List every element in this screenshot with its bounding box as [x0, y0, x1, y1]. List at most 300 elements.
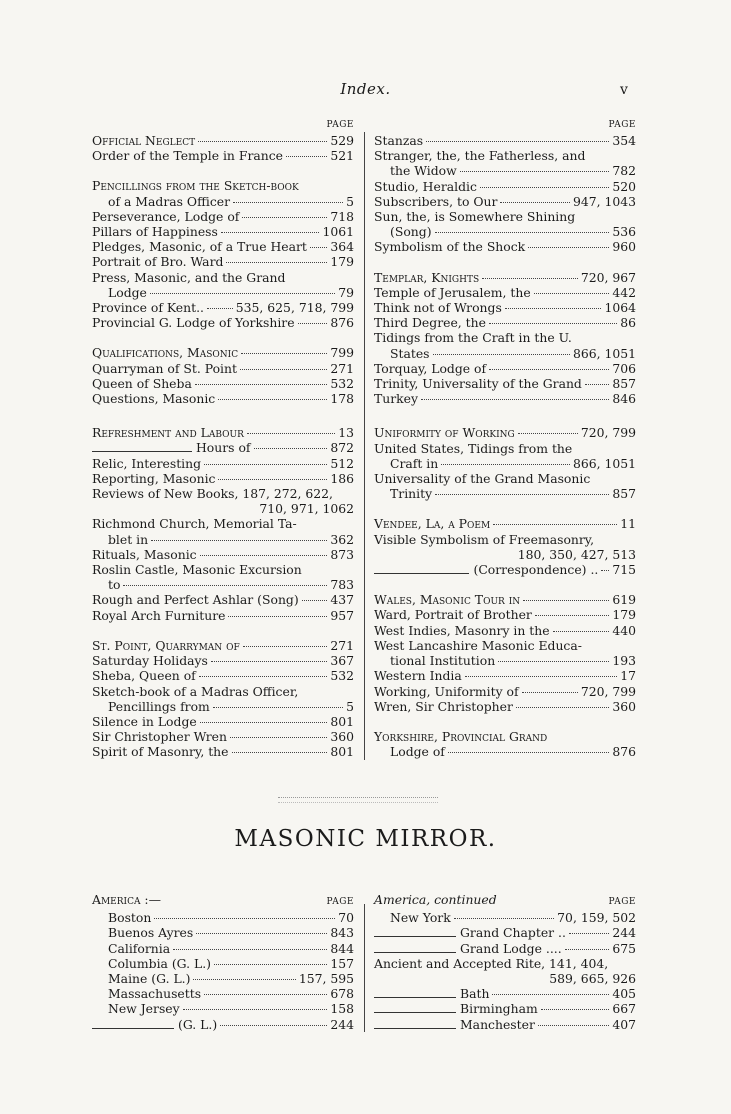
- index-list-right: [374, 133, 636, 759]
- entry-title: Refreshment and Labour: [92, 425, 244, 441]
- index-entry: [374, 941, 636, 956]
- leader-dots: [448, 751, 609, 753]
- entry-title: Working, Uniformity of: [374, 683, 519, 699]
- leader-dots: [538, 1024, 609, 1026]
- entry-pages: 957: [330, 607, 354, 623]
- page-number: v: [620, 82, 628, 98]
- index-entry-line: Universality of the Grand Masonic: [374, 471, 591, 487]
- leader-dots: [230, 736, 327, 738]
- entry-pages: 17: [620, 668, 636, 684]
- leader-dots: [243, 645, 328, 647]
- entry-pages: 271: [330, 360, 354, 376]
- entry-spacer: [92, 163, 354, 178]
- entry-title: tional Institution: [390, 653, 496, 669]
- entry-title: Sir Christopher Wren: [92, 729, 227, 745]
- entry-pages: 799: [330, 345, 354, 361]
- index-entry: [92, 1001, 354, 1016]
- mirror-head-right: [374, 892, 636, 910]
- entry-pages: 872: [330, 440, 354, 456]
- leader-dots: [465, 675, 617, 677]
- leader-dots: [254, 447, 328, 449]
- leader-dots: [183, 1008, 328, 1010]
- leader-dots: [493, 523, 617, 525]
- entry-pages: 13: [338, 425, 354, 441]
- entry-pages: 360: [612, 698, 636, 714]
- entry-pages: 532: [330, 668, 354, 684]
- leader-dots: [200, 721, 328, 723]
- index-entry: [374, 986, 636, 1001]
- entry-pages: 589, 665, 926: [549, 971, 636, 987]
- entry-title: Quarryman of St. Point: [92, 360, 237, 376]
- entry-pages: 157, 595: [298, 971, 354, 987]
- entry-title: Turkey: [374, 391, 419, 407]
- leader-dots: [433, 353, 570, 355]
- entry-pages: 186: [330, 470, 354, 486]
- index-columns: [92, 120, 636, 760]
- leader-dots: [195, 383, 328, 385]
- entry-title: Ward, Portrait of Brother: [374, 607, 532, 623]
- leader-dots: [435, 231, 610, 233]
- entry-pages: 521: [330, 148, 354, 164]
- leader-dots: [204, 993, 327, 995]
- index-entry: [374, 1017, 636, 1032]
- entry-title: Order of the Temple in France: [92, 148, 284, 164]
- index-entry: [92, 254, 354, 269]
- index-entry: [374, 699, 636, 714]
- entry-pages: 407: [612, 1016, 636, 1032]
- index-entry: [374, 486, 636, 501]
- entry-title: (Correspondence) ..: [473, 562, 599, 578]
- entry-title: Saturday Holidays: [92, 653, 208, 669]
- entry-spacer: [92, 330, 354, 345]
- entry-pages: 678: [330, 986, 354, 1002]
- entry-pages: 360: [330, 729, 354, 745]
- entry-title: Western India: [374, 668, 462, 684]
- entry-pages: 857: [612, 486, 636, 502]
- index-entry: [92, 910, 354, 925]
- entry-pages: 1061: [322, 224, 354, 240]
- entry-pages: 675: [612, 940, 636, 956]
- entry-pages: 440: [612, 622, 636, 638]
- index-entry: [374, 179, 636, 194]
- entry-spacer: [374, 501, 636, 516]
- index-entry-line: Yorkshire, Provincial Grand: [374, 728, 548, 744]
- index-entry-line: Press, Masonic, and the Grand: [92, 269, 286, 285]
- leader-dots: [585, 383, 609, 385]
- entry-pages: 70: [338, 910, 354, 926]
- entry-title: Vendee, La, a Poem: [374, 516, 491, 532]
- entry-spacer: [374, 255, 636, 270]
- index-entry: [92, 315, 354, 330]
- entry-title: Pencillings from: [108, 698, 210, 714]
- leader-dots: [218, 398, 327, 400]
- entry-title: Royal Arch Furniture: [92, 607, 226, 623]
- index-entry-pages: [374, 547, 636, 562]
- leader-dots: [310, 246, 327, 248]
- index-column-left: [92, 120, 354, 760]
- entry-title: Wales, Masonic Tour in: [374, 592, 521, 608]
- leader-dots: [211, 660, 327, 662]
- index-entry: [374, 653, 636, 668]
- entry-pages: 844: [330, 940, 354, 956]
- index-entry-line: Ancient and Accepted Rite, 141, 404,: [374, 955, 609, 971]
- index-entry: [374, 425, 636, 440]
- entry-pages: 718: [330, 208, 354, 224]
- leader-dots: [199, 675, 328, 677]
- index-entry: [374, 346, 636, 361]
- entry-pages: 437: [330, 592, 354, 608]
- entry-title: Pillars of Happiness: [92, 224, 218, 240]
- leader-dots: [173, 948, 327, 950]
- leader-dots: [534, 292, 610, 294]
- leader-dots: [241, 352, 327, 354]
- entry-pages: 193: [612, 653, 636, 669]
- entry-title: Buenos Ayres: [108, 925, 194, 941]
- leader-dots: [500, 201, 569, 203]
- index-entry: [92, 361, 354, 376]
- leader-dots: [213, 706, 343, 708]
- entry-pages: 535, 625, 718, 799: [235, 300, 354, 316]
- index-entry: [374, 516, 636, 531]
- leader-dots: [214, 963, 327, 965]
- mirror-heading: America :—: [92, 892, 161, 907]
- entry-pages: 179: [330, 254, 354, 270]
- leader-dots: [569, 932, 609, 934]
- index-entry: [374, 592, 636, 607]
- index-entry: [92, 577, 354, 592]
- entry-pages: 857: [612, 376, 636, 392]
- index-entry: [374, 239, 636, 254]
- entry-pages: 86: [620, 315, 636, 331]
- index-entry: [374, 1001, 636, 1016]
- index-entry: [92, 592, 354, 607]
- column-rule: [364, 132, 365, 760]
- leader-dots: [242, 216, 327, 218]
- leader-dots: [240, 368, 327, 370]
- entry-pages: 720, 799: [580, 683, 636, 699]
- entry-title: Queen of Sheba: [92, 375, 192, 391]
- mirror-list-right: [374, 910, 636, 1032]
- entry-title: Massachusetts: [108, 986, 202, 1002]
- index-entry: [92, 744, 354, 759]
- entry-pages: 710, 971, 1062: [259, 501, 354, 517]
- index-entry: [374, 607, 636, 622]
- entry-spacer: [92, 406, 354, 425]
- entry-pages: 876: [330, 315, 354, 331]
- running-title: Index.: [340, 80, 391, 98]
- entry-title: Rituals, Masonic: [92, 546, 197, 562]
- index-entry: [92, 209, 354, 224]
- index-entry: [92, 986, 354, 1001]
- entry-title: Symbolism of the Shock: [374, 239, 526, 255]
- entry-pages: 843: [330, 925, 354, 941]
- entry-title: Provincial G. Lodge of Yorkshire: [92, 315, 295, 331]
- entry-title: Hours of: [196, 440, 251, 456]
- index-entry-line: Sun, the, is Somewhere Shining: [374, 209, 576, 225]
- index-entry: [374, 925, 636, 940]
- entry-pages: 715: [612, 562, 636, 578]
- ditto-rule: [374, 997, 456, 998]
- index-entry-line: Sketch-book of a Madras Officer,: [92, 683, 299, 699]
- leader-dots: [489, 368, 609, 370]
- index-entry: [92, 391, 354, 406]
- entry-pages: 79: [338, 284, 354, 300]
- index-column-right: [374, 120, 636, 760]
- entry-title: Templar, Knights: [374, 269, 480, 285]
- entry-title: West Indies, Masonry in the: [374, 622, 550, 638]
- entry-pages: 5: [346, 698, 354, 714]
- index-entry: [374, 285, 636, 300]
- entry-pages: 158: [330, 1001, 354, 1017]
- ditto-rule: [374, 936, 456, 937]
- leader-dots: [460, 170, 610, 172]
- entry-title: Lodge: [108, 284, 147, 300]
- index-entry-line: Roslin Castle, Masonic Excursion: [92, 562, 302, 578]
- leader-dots: [221, 231, 320, 233]
- entry-title: the Widow: [390, 163, 457, 179]
- index-entry: [92, 971, 354, 986]
- leader-dots: [196, 932, 327, 934]
- index-list-left: [92, 133, 354, 760]
- index-entry: [374, 270, 636, 285]
- entry-pages: 5: [346, 193, 354, 209]
- leader-dots: [151, 539, 327, 541]
- entry-title: States: [390, 345, 430, 361]
- entry-pages: 720, 799: [580, 425, 636, 441]
- index-entry-pages: [374, 971, 636, 986]
- entry-pages: 244: [612, 925, 636, 941]
- entry-title: Official Neglect: [92, 133, 196, 148]
- entry-title: Qualifications, Masonic: [92, 345, 239, 361]
- index-entry: [92, 956, 354, 971]
- leader-dots: [601, 569, 609, 571]
- entry-title: New York: [390, 910, 451, 926]
- leader-dots: [228, 615, 327, 617]
- entry-pages: 11: [620, 516, 636, 532]
- index-entry-line: Pencillings from the Sketch-book: [92, 178, 299, 194]
- index-entry: [92, 925, 354, 940]
- entry-pages: 947, 1043: [572, 193, 636, 209]
- entry-title: Reporting, Masonic: [92, 470, 216, 486]
- ditto-rule: [374, 573, 469, 574]
- mirror-heading: America, continued: [374, 892, 497, 907]
- entry-pages: 873: [330, 546, 354, 562]
- index-entry: [92, 425, 354, 440]
- index-entry: [92, 714, 354, 729]
- page-column-label: PAGE: [326, 120, 354, 130]
- index-entry: [92, 699, 354, 714]
- leader-dots: [218, 478, 327, 480]
- entry-title: Perseverance, Lodge of: [92, 208, 240, 224]
- index-entry: [374, 163, 636, 178]
- entry-pages: 512: [330, 455, 354, 471]
- entry-title: Pledges, Masonic, of a True Heart: [92, 239, 307, 255]
- entry-spacer: [92, 623, 354, 638]
- entry-pages: 782: [612, 163, 636, 179]
- index-entry: [374, 391, 636, 406]
- mirror-columns: [92, 892, 636, 1032]
- index-entry: [374, 910, 636, 925]
- leader-dots: [123, 584, 327, 586]
- index-entry: [92, 440, 354, 455]
- index-entry: [92, 148, 354, 163]
- page-column-label: PAGE: [608, 120, 636, 130]
- index-entry: [92, 285, 354, 300]
- index-entry: [92, 547, 354, 562]
- index-entry: [92, 133, 354, 148]
- entry-pages: 367: [330, 653, 354, 669]
- index-entry: [92, 729, 354, 744]
- index-entry: [92, 300, 354, 315]
- leader-dots: [480, 186, 609, 188]
- entry-pages: 720, 967: [580, 269, 636, 285]
- index-entry: [374, 456, 636, 471]
- entry-title: Uniformity of Working: [374, 425, 515, 441]
- index-entry: [92, 239, 354, 254]
- entry-title: to: [108, 577, 121, 593]
- leader-dots: [220, 1024, 327, 1026]
- entry-title: Trinity, Universality of the Grand: [374, 376, 582, 392]
- index-entry: [92, 941, 354, 956]
- leader-dots: [233, 201, 343, 203]
- leader-dots: [522, 691, 578, 693]
- entry-title: Columbia (G. L.): [108, 955, 212, 971]
- index-entry-line: Richmond Church, Memorial Ta-: [92, 516, 297, 532]
- entry-pages: 70, 159, 502: [557, 910, 636, 926]
- leader-dots: [482, 277, 578, 279]
- index-entry: [374, 300, 636, 315]
- entry-pages: 667: [612, 1001, 636, 1017]
- leader-dots: [516, 706, 609, 708]
- entry-title: Spirit of Masonry, the: [92, 744, 229, 760]
- entry-title: Sheba, Queen of: [92, 668, 196, 684]
- entry-pages: 960: [612, 239, 636, 255]
- leader-dots: [541, 1008, 610, 1010]
- entry-title: of a Madras Officer: [108, 193, 231, 209]
- entry-title: Relic, Interesting: [92, 455, 202, 471]
- leader-dots: [421, 398, 609, 400]
- entry-pages: 801: [330, 744, 354, 760]
- entry-title: Birmingham: [460, 1001, 538, 1017]
- entry-pages: 157: [330, 955, 354, 971]
- leader-dots: [200, 554, 328, 556]
- index-entry: [374, 361, 636, 376]
- index-entry: [92, 224, 354, 239]
- index-entry: [374, 224, 636, 239]
- leader-dots: [298, 322, 328, 324]
- leader-dots: [302, 599, 328, 601]
- index-entry: [374, 315, 636, 330]
- entry-title: Rough and Perfect Ashlar (Song): [92, 592, 299, 608]
- entry-title: Studio, Heraldic: [374, 178, 477, 194]
- entry-pages: 178: [330, 391, 354, 407]
- section-ornament: [278, 797, 438, 803]
- index-entry: [374, 623, 636, 638]
- leader-dots: [150, 292, 335, 294]
- index-entry-line: Reviews of New Books, 187, 272, 622,: [92, 486, 333, 502]
- leader-dots: [232, 751, 328, 753]
- entry-pages: 846: [612, 391, 636, 407]
- leader-dots: [492, 993, 609, 995]
- leader-dots: [505, 307, 602, 309]
- entry-title: Maine (G. L.): [108, 971, 191, 987]
- entry-title: St. Point, Quarryman of: [92, 637, 240, 653]
- leader-dots: [198, 140, 327, 142]
- ditto-rule: [374, 952, 456, 953]
- entry-pages: 364: [330, 239, 354, 255]
- entry-spacer: [374, 577, 636, 592]
- leader-dots: [553, 630, 610, 632]
- entry-title: California: [108, 940, 171, 956]
- entry-pages: 271: [330, 637, 354, 653]
- leader-dots: [523, 599, 609, 601]
- leader-dots: [207, 307, 233, 309]
- index-entry: [374, 133, 636, 148]
- entry-title: (G. L.): [178, 1016, 218, 1032]
- leader-dots: [441, 463, 570, 465]
- entry-title: Think not of Wrongs: [374, 300, 502, 316]
- index-entry: [374, 744, 636, 759]
- index-entry: [92, 456, 354, 471]
- column-rule: [364, 904, 365, 1032]
- entry-title: Subscribers, to Our: [374, 193, 498, 209]
- entry-title: Grand Lodge ....: [460, 940, 562, 956]
- entry-pages: 866, 1051: [572, 455, 636, 471]
- entry-pages: 179: [612, 607, 636, 623]
- mirror-list-left: [92, 910, 354, 1032]
- entry-title: blet in: [108, 531, 149, 547]
- entry-pages: 532: [330, 375, 354, 391]
- entry-pages: 362: [330, 531, 354, 547]
- entry-pages: 529: [330, 133, 354, 148]
- page-column-label: PAGE: [608, 897, 636, 907]
- index-entry: [92, 653, 354, 668]
- mirror-column-right: [374, 892, 636, 1032]
- entry-title: New Jersey: [108, 1001, 180, 1017]
- entry-pages: 706: [612, 360, 636, 376]
- entry-pages: 180, 350, 427, 513: [517, 546, 636, 562]
- leader-dots: [154, 917, 335, 919]
- index-entry: [374, 194, 636, 209]
- index-entry: [374, 668, 636, 683]
- index-entry: [92, 345, 354, 360]
- entry-title: Trinity: [390, 486, 433, 502]
- entry-title: Grand Chapter ..: [460, 925, 566, 941]
- index-entry: [92, 668, 354, 683]
- mirror-head-left: [92, 892, 354, 910]
- entry-title: Wren, Sir Christopher: [374, 698, 513, 714]
- entry-pages: 536: [612, 224, 636, 240]
- leader-dots: [426, 140, 609, 142]
- leader-dots: [489, 322, 617, 324]
- index-entry: [374, 684, 636, 699]
- mirror-column-left: [92, 892, 354, 1032]
- entry-pages: 244: [330, 1016, 354, 1032]
- entry-pages: 405: [612, 986, 636, 1002]
- index-entry: [92, 194, 354, 209]
- page-column-label: PAGE: [326, 897, 354, 907]
- ditto-rule: [374, 1012, 456, 1013]
- ditto-rule: [92, 451, 192, 452]
- leader-dots: [498, 660, 609, 662]
- leader-dots: [518, 432, 578, 434]
- index-entry: [92, 471, 354, 486]
- leader-dots: [528, 246, 609, 248]
- entry-title: Torquay, Lodge of: [374, 360, 487, 376]
- leader-dots: [565, 948, 610, 950]
- entry-pages: 801: [330, 713, 354, 729]
- entry-title: Manchester: [460, 1016, 535, 1032]
